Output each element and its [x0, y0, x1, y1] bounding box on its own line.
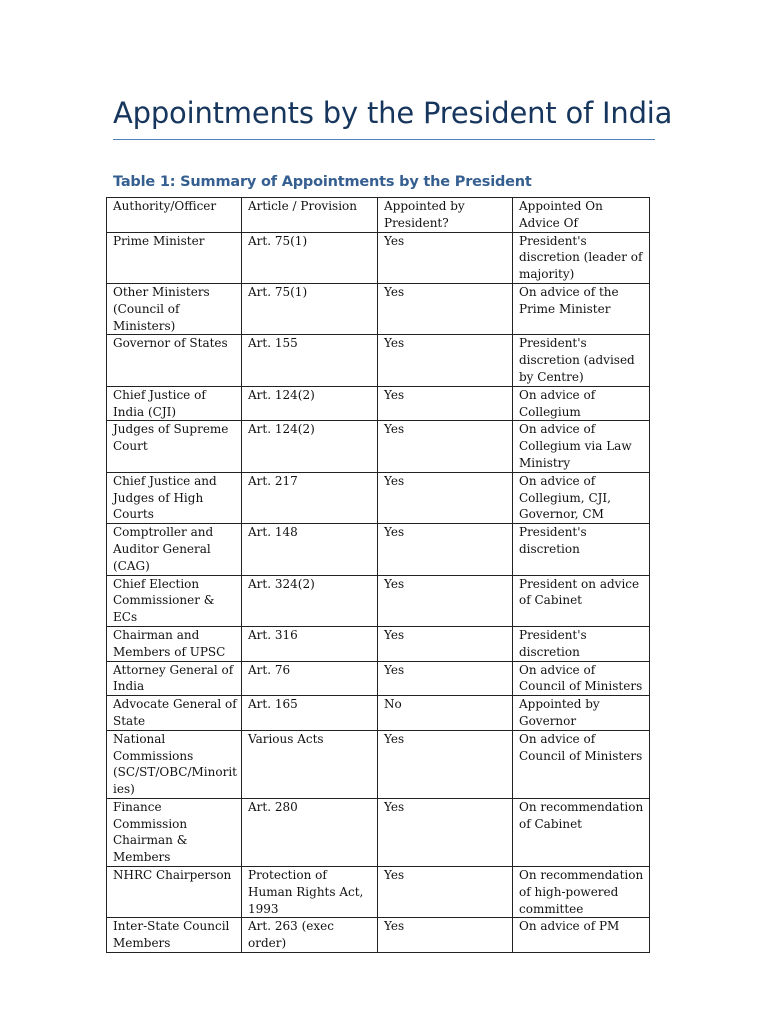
cell-authority: Prime Minister	[107, 232, 242, 283]
cell-advice: On recommendation of Cabinet	[513, 798, 650, 866]
table-row	[107, 524, 650, 575]
cell-article: Art. 324(2)	[242, 575, 378, 626]
cell-advice: Appointed by Governor	[513, 696, 650, 731]
cell-article: Art. 124(2)	[242, 421, 378, 472]
cell-authority: Advocate General of State	[107, 696, 242, 731]
cell-article: Art. 280	[242, 798, 378, 866]
cell-advice: On advice of PM	[513, 918, 650, 953]
title-underline	[113, 139, 655, 140]
cell-article: Art. 76	[242, 661, 378, 696]
table-header-row	[107, 198, 650, 233]
cell-appointed: Yes	[378, 283, 513, 334]
cell-appointed: Yes	[378, 575, 513, 626]
cell-authority: Judges of Supreme Court	[107, 421, 242, 472]
header-authority: Authority/Officer	[107, 198, 242, 233]
cell-advice: President's discretion (leader of majority)	[513, 232, 650, 283]
cell-article: Art. 75(1)	[242, 283, 378, 334]
cell-advice: On advice of Collegium	[513, 386, 650, 421]
table-row	[107, 626, 650, 661]
cell-appointed: Yes	[378, 335, 513, 386]
cell-authority: Other Ministers (Council of Ministers)	[107, 283, 242, 334]
table-row	[107, 918, 650, 953]
table-row	[107, 661, 650, 696]
cell-advice: President on advice of Cabinet	[513, 575, 650, 626]
cell-authority: Chief Justice and Judges of High Courts	[107, 472, 242, 523]
cell-advice: On advice of Council of Ministers	[513, 730, 650, 798]
cell-authority: Comptroller and Auditor General (CAG)	[107, 524, 242, 575]
cell-authority: Inter-State Council Members	[107, 918, 242, 953]
table-row	[107, 798, 650, 866]
cell-advice: On advice of Council of Ministers	[513, 661, 650, 696]
cell-article: Art. 165	[242, 696, 378, 731]
cell-advice: On advice of Collegium via Law Ministry	[513, 421, 650, 472]
table-row	[107, 386, 650, 421]
cell-advice: On advice of the Prime Minister	[513, 283, 650, 334]
cell-appointed: Yes	[378, 232, 513, 283]
cell-appointed: Yes	[378, 626, 513, 661]
cell-article: Art. 155	[242, 335, 378, 386]
table-row	[107, 867, 650, 918]
cell-article: Art. 148	[242, 524, 378, 575]
cell-authority: Chairman and Members of UPSC	[107, 626, 242, 661]
cell-article: Art. 263 (exec order)	[242, 918, 378, 953]
cell-appointed: No	[378, 696, 513, 731]
cell-appointed: Yes	[378, 472, 513, 523]
table-row	[107, 232, 650, 283]
cell-advice: On recommendation of high-powered committee	[513, 867, 650, 918]
cell-appointed: Yes	[378, 867, 513, 918]
header-appointed: Appointed by President?	[378, 198, 513, 233]
cell-article: Art. 217	[242, 472, 378, 523]
cell-appointed: Yes	[378, 661, 513, 696]
header-advice: Appointed On Advice Of	[513, 198, 650, 233]
table-row	[107, 730, 650, 798]
header-article: Article / Provision	[242, 198, 378, 233]
table-row	[107, 696, 650, 731]
document-title: Appointments by the President of India	[113, 96, 673, 130]
cell-advice: President's discretion	[513, 626, 650, 661]
cell-authority: Attorney General of India	[107, 661, 242, 696]
appointments-table	[106, 197, 650, 953]
cell-appointed: Yes	[378, 386, 513, 421]
cell-article: Protection of Human Rights Act, 1993	[242, 867, 378, 918]
cell-authority: Finance Commission Chairman & Members	[107, 798, 242, 866]
cell-advice: On advice of Collegium, CJI, Governor, CM	[513, 472, 650, 523]
cell-appointed: Yes	[378, 798, 513, 866]
table-row	[107, 421, 650, 472]
cell-advice: President's discretion	[513, 524, 650, 575]
cell-article: Various Acts	[242, 730, 378, 798]
cell-appointed: Yes	[378, 918, 513, 953]
table-row	[107, 335, 650, 386]
cell-authority: Chief Election Commissioner & ECs	[107, 575, 242, 626]
cell-authority: National Commissions (SC/ST/OBC/Minorities)	[107, 730, 242, 798]
table-row	[107, 472, 650, 523]
cell-article: Art. 316	[242, 626, 378, 661]
table-row	[107, 575, 650, 626]
cell-advice: President's discretion (advised by Centre)	[513, 335, 650, 386]
cell-authority: Chief Justice of India (CJI)	[107, 386, 242, 421]
cell-article: Art. 124(2)	[242, 386, 378, 421]
cell-authority: Governor of States	[107, 335, 242, 386]
table-caption: Table 1: Summary of Appointments by the President	[113, 174, 532, 190]
cell-appointed: Yes	[378, 524, 513, 575]
cell-appointed: Yes	[378, 730, 513, 798]
cell-article: Art. 75(1)	[242, 232, 378, 283]
cell-authority: NHRC Chairperson	[107, 867, 242, 918]
cell-appointed: Yes	[378, 421, 513, 472]
table-row	[107, 283, 650, 334]
